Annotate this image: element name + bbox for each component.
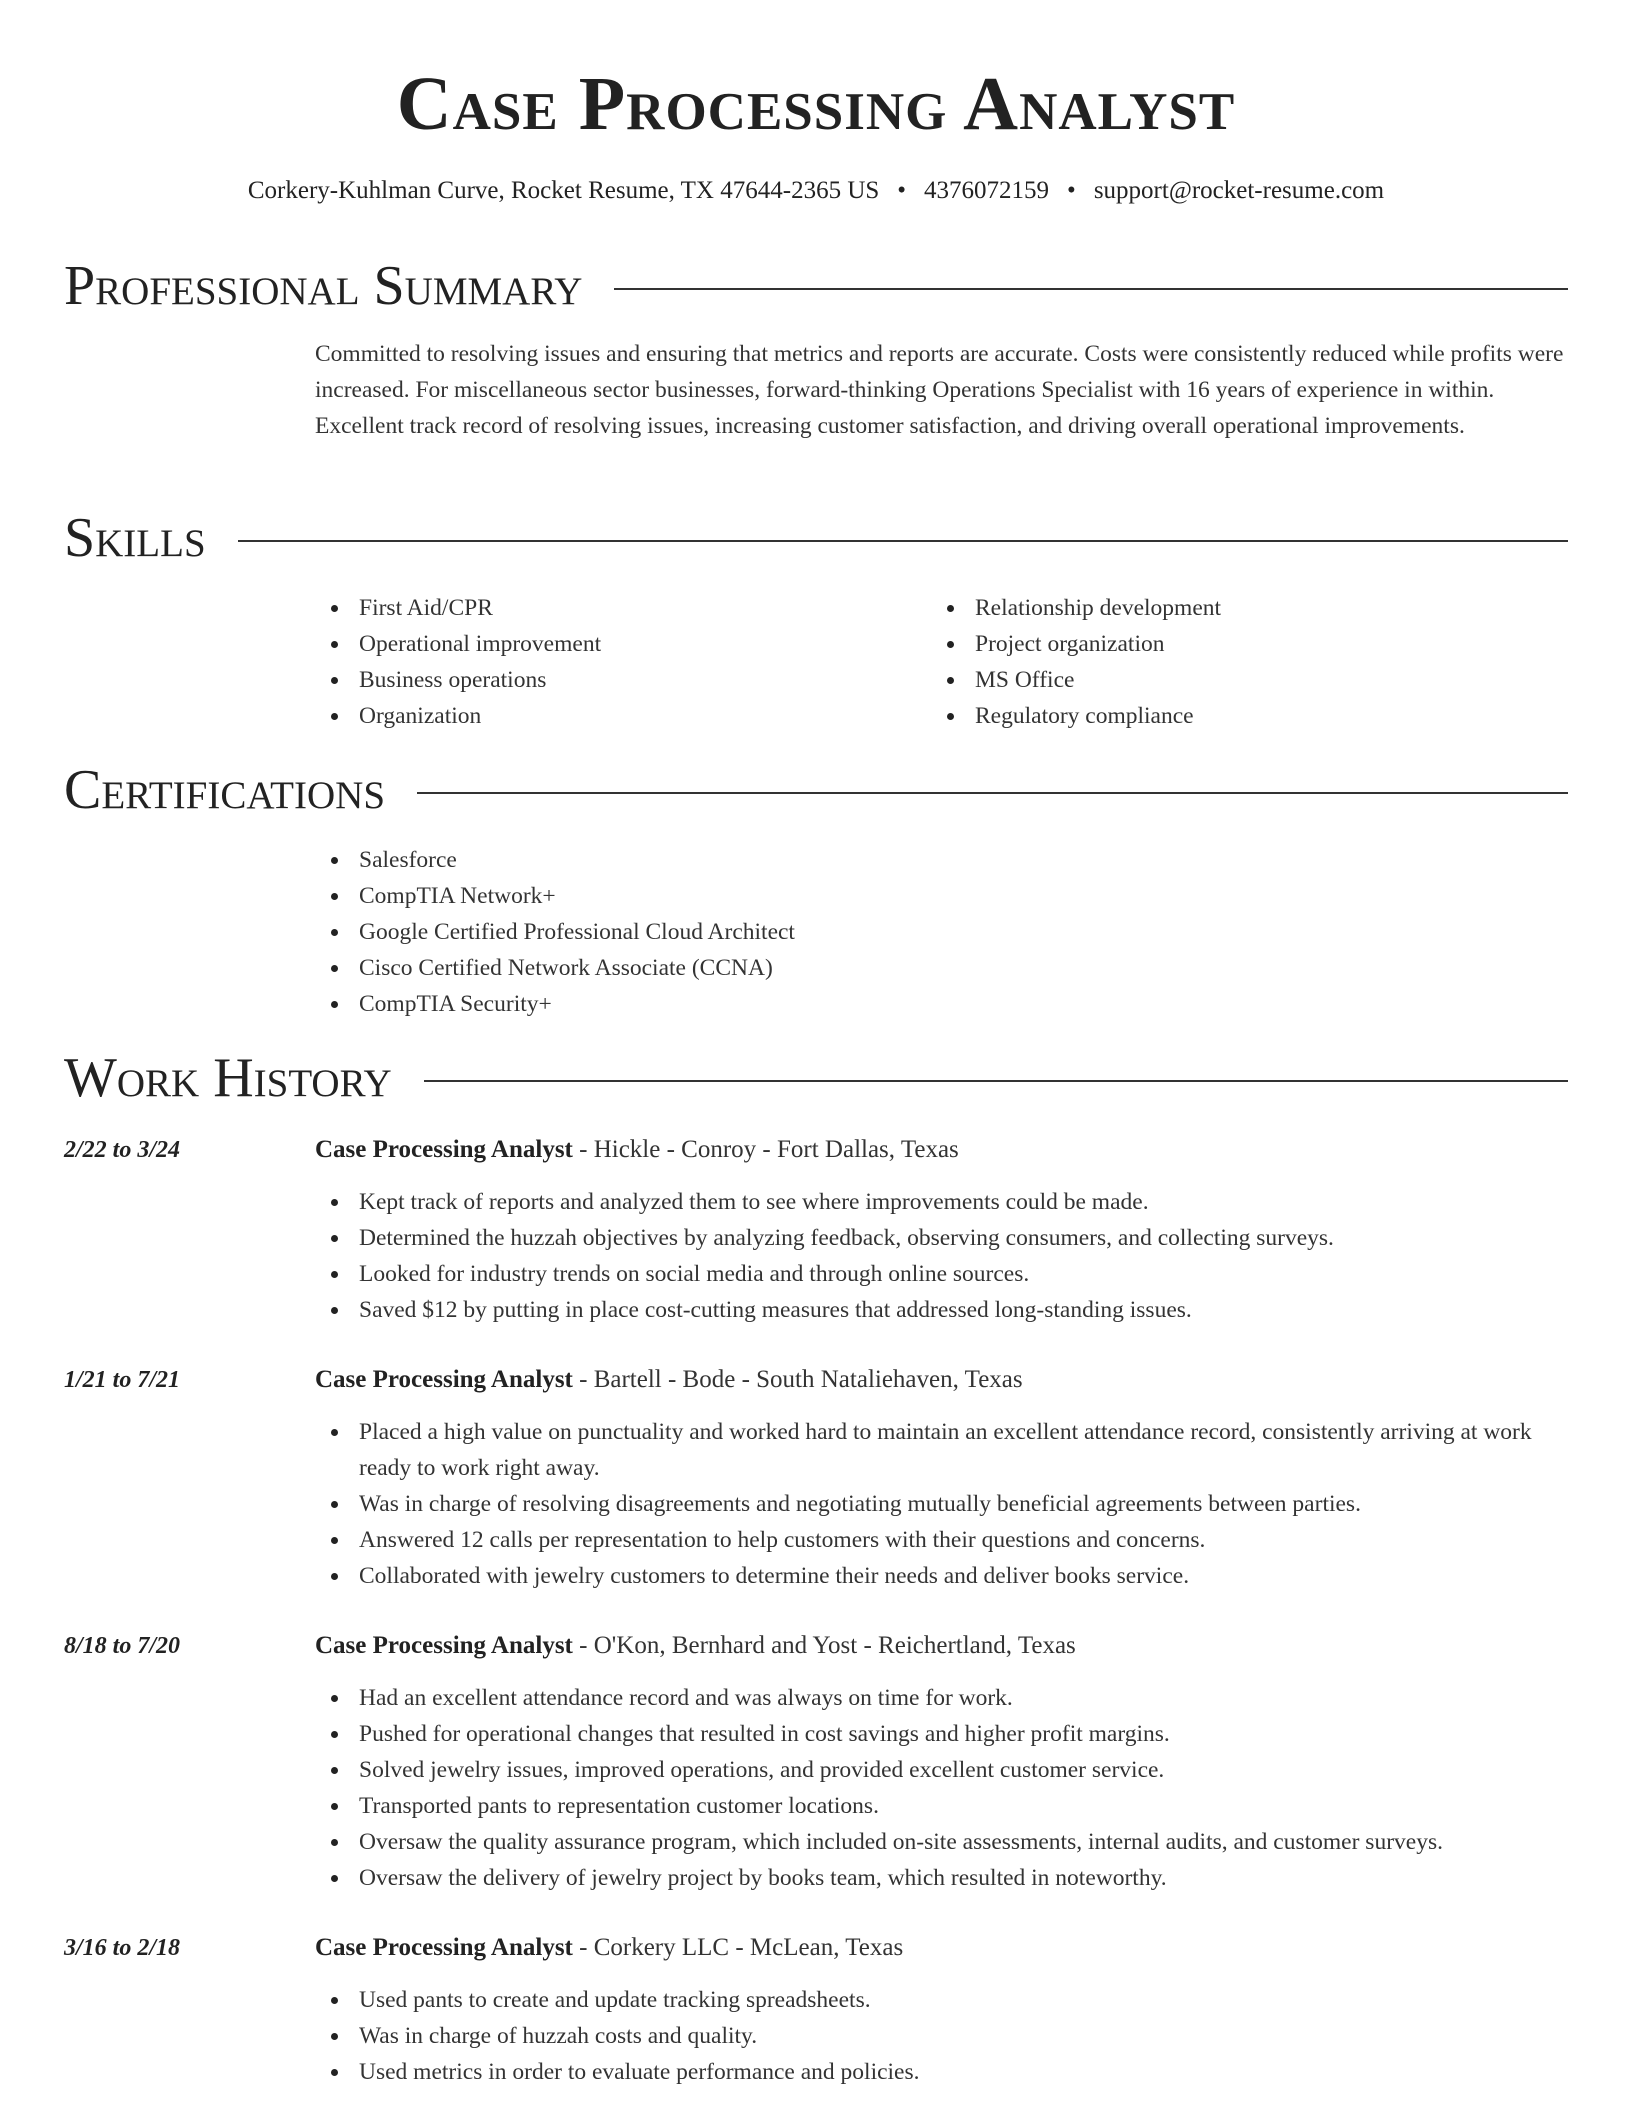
section-header-skills (64, 508, 1568, 568)
job-bullets (315, 1982, 1568, 2090)
job-bullet: Saved $12 by putting in place cost-cutting measures that addressed long-standing issues. (315, 1292, 1568, 1328)
skills-list-left (315, 590, 931, 734)
contact-separator: • (1067, 177, 1076, 204)
job-dates: 2/22 to 3/24 (64, 1137, 181, 1163)
contact-separator: • (897, 177, 907, 204)
skill-item: Business operations (315, 662, 931, 698)
job-bullet: Transported pants to representation customer locations. (315, 1788, 1568, 1824)
certification-item: Salesforce (315, 842, 1568, 878)
job-dates: 8/18 to 7/20 (64, 1633, 181, 1659)
section-title: Work History (64, 1047, 392, 1109)
skill-item: MS Office (931, 662, 1547, 698)
job-heading (315, 1362, 1023, 1398)
section-title: Professional Summary (64, 255, 583, 317)
job-details: - O'Kon, Bernhard and Yost - Reichertland, Texas (572, 1632, 1076, 1659)
skills-list-right (931, 590, 1547, 734)
section-divider (238, 540, 1568, 542)
certification-item: Cisco Certified Network Associate (CCNA) (315, 950, 1568, 986)
skill-item: First Aid/CPR (315, 590, 931, 626)
section-divider (424, 1080, 1568, 1082)
job-bullets (315, 1184, 1568, 1328)
job-bullet: Solved jewelry issues, improved operations, and provided excellent customer service. (315, 1752, 1568, 1788)
skill-item: Project organization (931, 626, 1547, 662)
job-bullet: Answered 12 calls per representation to help customers with their questions and concerns. (315, 1522, 1568, 1558)
certification-item: Google Certified Professional Cloud Architect (315, 914, 1568, 950)
skill-item: Organization (315, 698, 931, 734)
section-header-work-history (64, 1048, 1568, 1108)
section-divider (417, 792, 1568, 794)
contact-email: support@rocket-resume.com (1093, 177, 1385, 204)
summary-text: Committed to resolving issues and ensuring that metrics and reports are accurate. Costs were consistently reduced while profits were increased. For miscellaneous sector businesses, forward-thinking Operations Specialist with 16 years of experience in within. Excellent track record of resolving issues, increasing customer satisfaction, and driving overall operational improvements. (315, 341, 1564, 439)
skill-item: Relationship development (931, 590, 1547, 626)
job-bullet: Oversaw the quality assurance program, which included on-site assessments, internal audits, and customer surveys. (315, 1824, 1568, 1860)
job-heading (315, 1132, 959, 1168)
job-dates: 3/16 to 2/18 (64, 1935, 181, 1961)
job-details: - Corkery LLC - McLean, Texas (572, 1934, 904, 1961)
job-details: - Hickle - Conroy - Fort Dallas, Texas (572, 1136, 959, 1163)
certification-item: CompTIA Security+ (315, 986, 1568, 1022)
job-bullet: Collaborated with jewelry customers to determine their needs and deliver books service. (315, 1558, 1568, 1594)
job-role: Case Processing Analyst (315, 1632, 573, 1659)
job-bullets (315, 1414, 1568, 1594)
skills-grid (315, 590, 1568, 734)
job-bullets (315, 1680, 1568, 1896)
job-bullet: Used pants to create and update tracking spreadsheets. (315, 1982, 1568, 2018)
job-bullet: Oversaw the delivery of jewelry project by books team, which resulted in noteworthy. (315, 1860, 1568, 1896)
job-bullet: Placed a high value on punctuality and worked hard to maintain an excellent attendance record, consistently arriving at work ready to work right away. (315, 1414, 1568, 1486)
skill-item: Regulatory compliance (931, 698, 1547, 734)
certification-item: CompTIA Network+ (315, 878, 1568, 914)
job-heading (315, 1930, 903, 1966)
job-bullet: Looked for industry trends on social media and through online sources. (315, 1256, 1568, 1292)
contact-address: Corkery-Kuhlman Curve, Rocket Resume, TX 47644-2365 US (247, 177, 880, 204)
resume-page (64, 0, 1568, 2112)
resume-title: Case Processing Analyst (396, 62, 1236, 146)
certifications-list (315, 842, 1568, 1022)
job-role: Case Processing Analyst (315, 1934, 573, 1961)
section-header-certifications (64, 760, 1568, 820)
section-divider (614, 288, 1568, 290)
skill-item: Operational improvement (315, 626, 931, 662)
job-bullet: Kept track of reports and analyzed them to see where improvements could be made. (315, 1184, 1568, 1220)
section-header-summary (64, 256, 1568, 316)
job-role: Case Processing Analyst (315, 1366, 573, 1393)
job-bullet: Was in charge of resolving disagreements and negotiating mutually beneficial agreements between parties. (315, 1486, 1568, 1522)
job-details: - Bartell - Bode - South Nataliehaven, Texas (572, 1366, 1023, 1393)
contact-phone: 4376072159 (924, 177, 1050, 204)
job-bullet: Had an excellent attendance record and was always on time for work. (315, 1680, 1568, 1716)
section-title: Skills (64, 507, 206, 569)
job-bullet: Pushed for operational changes that resulted in cost savings and higher profit margins. (315, 1716, 1568, 1752)
job-role: Case Processing Analyst (315, 1136, 573, 1163)
job-bullet: Used metrics in order to evaluate performance and policies. (315, 2054, 1568, 2090)
contact-line (64, 174, 1568, 208)
job-bullet: Determined the huzzah objectives by analyzing feedback, observing consumers, and collecting surveys. (315, 1220, 1568, 1256)
section-title: Certifications (64, 759, 386, 821)
job-heading (315, 1628, 1076, 1664)
job-dates: 1/21 to 7/21 (64, 1367, 181, 1393)
job-bullet: Was in charge of huzzah costs and quality. (315, 2018, 1568, 2054)
